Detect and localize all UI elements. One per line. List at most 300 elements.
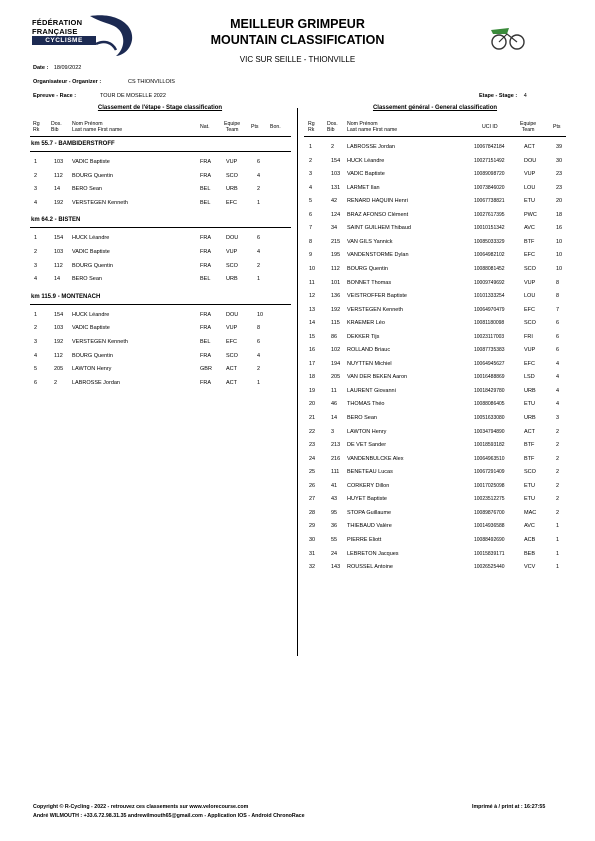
- cell-bib: 112: [54, 352, 63, 359]
- cell-points: 4: [257, 249, 261, 255]
- cell-uci-id: 10026525440: [474, 564, 505, 571]
- cell-bib: 46: [331, 401, 338, 408]
- cell-points: 1: [556, 536, 560, 543]
- cell-bib: 86: [331, 333, 338, 340]
- table-row: [0, 522, 595, 530]
- cell-rider-name: VAN DER BEKEN Aaron: [347, 374, 408, 381]
- stage-header-bib: Dos. Bib: [51, 121, 62, 134]
- table-row: [0, 184, 595, 192]
- subtitle: VIC SUR SEILLE - THIONVILLE: [239, 55, 356, 64]
- cell-points: 39: [556, 144, 563, 150]
- cell-bib: 14: [54, 186, 61, 193]
- cell-rider-name: HUCK Léandre: [72, 311, 110, 318]
- cell-points: 6: [257, 339, 261, 345]
- cell-points: 1: [257, 199, 261, 206]
- cell-nationality: FRA: [200, 172, 211, 179]
- cell-points: 4: [556, 387, 560, 394]
- cell-points: 1: [556, 523, 560, 530]
- cell-uci-id: 10034794890: [474, 428, 505, 435]
- cell-team: VUP: [226, 159, 238, 165]
- cell-team: ETU: [524, 496, 535, 503]
- stage-header-pts: Pts: [251, 124, 259, 130]
- cell-rider-name: BERO Sean: [72, 276, 102, 283]
- cell-rank: 31: [309, 550, 316, 557]
- cell-team: LOU: [524, 293, 536, 300]
- cell-rider-name: LAWTON Henry: [347, 428, 387, 435]
- km-rule: [30, 151, 291, 152]
- cell-bib: 55: [331, 536, 338, 543]
- cell-nationality: FRA: [200, 379, 211, 386]
- table-row: [0, 251, 595, 259]
- km-marker: km 115.9 - MONTENACH: [31, 293, 101, 300]
- cell-nationality: BEL: [200, 339, 211, 345]
- cell-rank: 2: [34, 172, 38, 179]
- cell-points: 6: [556, 347, 560, 354]
- cell-bib: 213: [331, 442, 341, 449]
- cell-points: 6: [556, 320, 560, 327]
- footer-copyright: Copyright © R-Cycling - 2022 - retrouvez ces classements sur www.velorecourse.com: [33, 804, 249, 810]
- km-marker: km 64.2 - BISTEN: [31, 217, 81, 224]
- cell-rank: 22: [309, 428, 316, 435]
- cell-nationality: FRA: [200, 262, 211, 269]
- cell-uci-id: 10087735383: [474, 347, 505, 354]
- cell-bib: 154: [331, 157, 341, 164]
- cell-bib: 195: [331, 252, 341, 259]
- cell-rank: 30: [309, 536, 316, 543]
- table-row: [0, 482, 595, 490]
- cell-points: 6: [556, 333, 560, 340]
- cell-rider-name: VERSTEGEN Kenneth: [347, 306, 403, 313]
- cell-points: 1: [556, 564, 560, 571]
- ffc-logo: [32, 14, 132, 60]
- cell-points: 1: [257, 276, 261, 283]
- cell-nationality: FRA: [200, 325, 211, 332]
- date-line: [33, 65, 81, 71]
- cell-rider-name: BERO Sean: [347, 415, 377, 421]
- cell-points: 8: [257, 325, 261, 332]
- table-row: [0, 238, 595, 246]
- cell-nationality: FRA: [200, 352, 211, 359]
- cell-bib: 112: [54, 262, 63, 269]
- cell-rider-name: THIEBAUD Valère: [347, 523, 392, 530]
- cell-points: 23: [556, 171, 563, 178]
- table-row: [0, 509, 595, 517]
- cell-uci-id: 10016488869: [474, 374, 505, 381]
- cell-team: BTF: [524, 238, 535, 245]
- cell-bib: 103: [54, 249, 64, 255]
- cell-team: SCO: [524, 265, 536, 272]
- cell-uci-id: 10088086405: [474, 401, 505, 408]
- stage-header-nat: Nat.: [200, 124, 210, 130]
- cell-team: VCV: [524, 564, 536, 571]
- stage-value: 4: [523, 93, 527, 99]
- logo-band: CYCLISME: [32, 36, 96, 45]
- organizer-label: Organisateur - Organizer :: [33, 79, 102, 85]
- cell-uci-id: 10067842184: [474, 144, 505, 150]
- logo-line-2: FRANÇAISE: [32, 27, 78, 36]
- cell-nationality: FRA: [200, 249, 211, 255]
- title-line-1: MEILLEUR GRIMPEUR: [230, 17, 365, 31]
- cell-rider-name: VEISTROFFER Baptiste: [347, 293, 407, 300]
- cell-bib: 11: [331, 387, 337, 394]
- table-row: [0, 360, 595, 368]
- cell-points: 2: [257, 262, 261, 269]
- cell-team: URB: [226, 186, 238, 193]
- cell-team: BTF: [524, 442, 535, 449]
- table-row: [0, 550, 595, 558]
- cell-uci-id: 10010151342: [474, 225, 505, 232]
- cell-rank: 12: [309, 293, 316, 300]
- cell-rank: 14: [309, 320, 316, 327]
- cell-rider-name: HUCK Léandre: [72, 235, 110, 242]
- cell-rank: 3: [34, 339, 38, 345]
- cell-points: 23: [556, 184, 563, 191]
- table-row: [0, 279, 595, 287]
- cell-team: EFC: [226, 199, 237, 206]
- cell-team: EFC: [226, 339, 237, 345]
- table-row: [0, 292, 595, 300]
- cell-team: ACT: [524, 428, 535, 435]
- cell-nationality: BEL: [200, 186, 211, 193]
- cell-points: 2: [556, 455, 560, 462]
- general-header-rule: [304, 136, 566, 137]
- cell-rider-name: BOURG Quentin: [72, 352, 113, 359]
- cell-bib: 216: [331, 455, 341, 462]
- rcycling-logo-icon: [487, 26, 527, 52]
- cell-points: 20: [556, 198, 563, 205]
- stage-label: Etape - Stage :: [479, 93, 518, 99]
- cell-bib: 101: [331, 279, 341, 286]
- cell-rank: 20: [309, 401, 316, 408]
- cell-rank: 3: [34, 186, 38, 193]
- cell-rank: 6: [309, 211, 313, 218]
- cell-team: DOU: [226, 235, 239, 242]
- cell-rider-name: VANDENBULCKE Alex: [347, 455, 404, 462]
- cell-rank: 15: [309, 333, 316, 340]
- table-row: [0, 563, 595, 571]
- cell-team: VUP: [524, 347, 536, 354]
- cell-points: 16: [556, 225, 563, 232]
- cell-bib: 154: [54, 235, 64, 242]
- cell-points: 8: [556, 279, 560, 286]
- cell-team: AVC: [524, 523, 535, 530]
- cell-uci-id: 10017025098: [474, 482, 505, 489]
- cell-bib: 36: [331, 523, 338, 530]
- general-header-team: Equipe Team: [520, 121, 537, 134]
- cell-nationality: FRA: [200, 235, 211, 242]
- cell-bib: 95: [331, 509, 338, 516]
- km-marker: km 55.7 - BAMBIDERSTROFF: [31, 141, 115, 147]
- cell-bib: 131: [331, 184, 341, 191]
- cell-points: 10: [556, 238, 563, 245]
- general-header-rg: Rg Rk: [308, 121, 315, 134]
- cell-rank: 2: [34, 249, 38, 255]
- cell-rank: 3: [309, 171, 313, 178]
- cell-bib: 41: [331, 482, 338, 489]
- cell-nationality: GBR: [200, 366, 212, 373]
- cell-rank: 26: [309, 482, 316, 489]
- cell-bib: 24: [331, 550, 338, 557]
- cell-rank: 11: [309, 279, 315, 286]
- general-header-pts: Pts: [553, 124, 561, 130]
- table-row: [0, 170, 595, 178]
- cell-bib: 34: [331, 225, 338, 232]
- cell-rank: 4: [34, 199, 38, 206]
- organizer-value: CS THIONVILLOIS: [128, 79, 175, 85]
- table-row: [0, 265, 595, 273]
- cell-rank: 1: [309, 144, 313, 150]
- cell-uci-id: 10027151492: [474, 157, 505, 164]
- cell-team: SCO: [226, 352, 238, 359]
- cell-uci-id: 10064982102: [474, 252, 505, 259]
- cell-rider-name: BOURG Quentin: [72, 172, 113, 179]
- stage-header-bon: Bon.: [270, 124, 281, 130]
- cell-rank: 18: [309, 374, 316, 381]
- cell-points: 2: [556, 496, 560, 503]
- cell-points: 1: [556, 550, 560, 557]
- cell-bib: 124: [331, 211, 341, 218]
- title-line-2: MOUNTAIN CLASSIFICATION: [210, 33, 385, 47]
- table-row: [0, 468, 595, 476]
- cell-rank: 17: [309, 360, 316, 367]
- cell-rider-name: HUYET Baptiste: [347, 496, 387, 503]
- ffc-swoosh-icon: [86, 14, 136, 58]
- cell-points: 4: [556, 401, 560, 408]
- cell-uci-id: 10064970479: [474, 306, 505, 313]
- cell-uci-id: 10067738821: [474, 198, 505, 205]
- cell-uci-id: 10088492690: [474, 536, 505, 543]
- cell-uci-id: 10014936588: [474, 523, 505, 530]
- cell-points: 1: [257, 379, 261, 386]
- cell-bib: 112: [54, 172, 63, 179]
- cell-bib: 194: [331, 360, 341, 367]
- cell-uci-id: 10064963510: [474, 455, 505, 462]
- cell-team: URB: [226, 276, 238, 283]
- cell-rank: 13: [309, 306, 316, 313]
- cell-uci-id: 10009749692: [474, 279, 505, 286]
- cell-bib: 154: [54, 311, 64, 318]
- cell-rider-name: BONNET Thomas: [347, 279, 392, 286]
- cell-bib: 3: [331, 428, 335, 435]
- cell-rank: 21: [309, 415, 316, 421]
- table-row: [0, 428, 595, 436]
- cell-team: SCO: [226, 172, 238, 179]
- stage-header-name: Nom Prénom Last name First name: [72, 121, 123, 134]
- cell-nationality: FRA: [200, 159, 211, 165]
- cell-rank: 8: [309, 238, 313, 245]
- cell-nationality: BEL: [200, 199, 211, 206]
- cell-rider-name: ROLLAND Briauc: [347, 347, 391, 354]
- table-row: [0, 373, 595, 381]
- cell-rank: 32: [309, 564, 316, 571]
- cell-bib: 2: [54, 379, 58, 386]
- stage-line: [479, 93, 527, 99]
- cell-uci-id: 10015839171: [474, 550, 505, 557]
- cell-points: 10: [556, 265, 563, 272]
- table-row: [0, 414, 595, 422]
- cell-points: 6: [257, 235, 261, 242]
- cell-rider-name: NUYTTEN Michiel: [347, 360, 392, 367]
- cell-team: EFC: [524, 252, 535, 259]
- cell-nationality: BEL: [200, 276, 211, 283]
- table-row: [0, 224, 595, 232]
- cell-team: ACT: [226, 379, 237, 386]
- cell-uci-id: 10081180098: [474, 320, 505, 327]
- cell-uci-id: 10051633080: [474, 415, 505, 421]
- general-header-uci: UCI ID: [482, 124, 498, 130]
- cell-uci-id: 10023512275: [474, 496, 505, 503]
- cell-points: 6: [257, 159, 261, 165]
- cell-rider-name: LARMET Ilan: [347, 184, 380, 191]
- cell-bib: 14: [331, 415, 338, 421]
- cell-rider-name: VERSTEGEN Kenneth: [72, 199, 128, 206]
- cell-points: 10: [556, 252, 563, 259]
- cell-team: BEB: [524, 550, 536, 557]
- stage-section-title: Classement de l'étape - Stage classification: [97, 105, 223, 111]
- table-row: [0, 211, 595, 219]
- cell-team: URB: [524, 415, 536, 421]
- cell-uci-id: 10101333254: [474, 293, 505, 300]
- cell-bib: 205: [54, 366, 64, 373]
- cell-team: EFC: [524, 306, 535, 313]
- cell-uci-id: 10023117003: [474, 333, 505, 340]
- cell-points: 4: [556, 360, 560, 367]
- cell-rank: 4: [309, 184, 313, 191]
- cell-uci-id: 10073846020: [474, 184, 505, 191]
- cell-points: 2: [556, 509, 560, 516]
- cell-team: ETU: [524, 482, 535, 489]
- cell-points: 8: [556, 293, 560, 300]
- cell-rider-name: BENETEAU Lucas: [347, 469, 393, 476]
- cell-rider-name: RENARD HAQUIN Henri: [347, 198, 408, 205]
- table-row: [0, 157, 595, 165]
- cell-team: URB: [524, 387, 536, 394]
- cell-rank: 25: [309, 469, 316, 476]
- cell-team: ETU: [524, 198, 535, 205]
- cell-rank: 5: [309, 198, 313, 205]
- cell-bib: 103: [54, 159, 64, 165]
- table-row: [0, 441, 595, 449]
- cell-team: LSD: [524, 374, 535, 381]
- cell-rider-name: DEKKER Tijs: [347, 333, 380, 340]
- race-value: TOUR DE MOSELLE 2022: [100, 93, 166, 99]
- cell-rank: 29: [309, 523, 316, 530]
- cell-bib: 192: [54, 339, 64, 345]
- cell-rider-name: BOURG Quentin: [347, 265, 388, 272]
- cell-rank: 4: [34, 276, 38, 283]
- cell-team: AVC: [524, 225, 535, 232]
- cell-team: DOU: [226, 311, 239, 318]
- cell-rider-name: VAN GILS Yannick: [347, 238, 393, 245]
- cell-points: 4: [257, 352, 261, 359]
- cell-team: ETU: [524, 401, 535, 408]
- table-row: [0, 400, 595, 408]
- cell-uci-id: 10089876700: [474, 509, 505, 516]
- cell-points: 2: [556, 469, 560, 476]
- cell-bib: 111: [331, 469, 340, 476]
- table-row: [0, 143, 595, 151]
- cell-bib: 192: [54, 199, 64, 206]
- footer-contact: André WILMOUTH : +33.6.72.98.31.35 andrewilmouth65@gmail.com - Application IOS - Android ChronoRace: [33, 813, 305, 819]
- cell-bib: 2: [331, 144, 335, 150]
- date-label: Date :: [33, 65, 49, 71]
- table-row: [0, 536, 595, 544]
- table-row: [0, 387, 595, 395]
- cell-points: 7: [556, 306, 560, 313]
- race-label: Epreuve - Race :: [33, 93, 77, 99]
- cell-rider-name: VADIC Baptiste: [72, 159, 110, 165]
- cell-team: MAC: [524, 509, 537, 516]
- cell-bib: 112: [331, 265, 340, 272]
- cell-team: FRI: [524, 333, 533, 340]
- cell-rider-name: BRAZ AFONSO Clément: [347, 211, 409, 218]
- cell-team: BTF: [524, 455, 535, 462]
- cell-rank: 1: [34, 159, 38, 165]
- cell-bib: 102: [331, 347, 341, 354]
- cell-rank: 24: [309, 455, 316, 462]
- cell-rider-name: BOURG Quentin: [72, 262, 113, 269]
- cell-bib: 192: [331, 306, 341, 313]
- footer-printed: Imprimé à / print at : 16:27:55: [472, 804, 546, 810]
- cell-team: VUP: [226, 249, 238, 255]
- cell-rider-name: LABROSSE Jordan: [72, 379, 120, 386]
- cell-bib: 143: [331, 564, 341, 571]
- cell-rider-name: VADIC Baptiste: [72, 325, 110, 332]
- stage-header-rg: Rg Rk: [33, 121, 40, 134]
- cell-rank: 6: [34, 379, 38, 386]
- cell-points: 2: [257, 366, 261, 373]
- cell-team: VUP: [524, 171, 536, 178]
- date-value: 18/09/2022: [53, 65, 82, 71]
- cell-rank: 9: [309, 252, 313, 259]
- cell-rider-name: KRAEMER Léo: [347, 320, 385, 327]
- cell-rank: 2: [34, 325, 38, 332]
- logo-line-1: FÉDÉRATION: [32, 18, 83, 27]
- table-row: [0, 306, 595, 314]
- cell-rider-name: LABROSSE Jordan: [347, 144, 395, 150]
- cell-team: SCO: [524, 320, 536, 327]
- cell-rank: 5: [34, 366, 38, 373]
- cell-rider-name: VERSTEGEN Kenneth: [72, 339, 128, 345]
- general-header-bib: Dos. Bib: [327, 121, 338, 134]
- table-row: [0, 455, 595, 463]
- cell-points: 2: [556, 442, 560, 449]
- cell-team: DOU: [524, 157, 537, 164]
- table-row: [0, 319, 595, 327]
- cell-rider-name: VADIC Baptiste: [72, 249, 110, 255]
- cell-points: 30: [556, 157, 563, 164]
- cell-rider-name: THOMAS Théo: [347, 401, 385, 408]
- cell-uci-id: 10027617395: [474, 211, 505, 218]
- stage-header-rule: [30, 136, 291, 137]
- cell-rank: 2: [309, 157, 313, 164]
- cell-team: LOU: [524, 184, 536, 191]
- cell-rank: 16: [309, 347, 316, 354]
- table-row: [0, 495, 595, 503]
- cell-bib: 14: [54, 276, 61, 283]
- cell-points: 4: [556, 374, 560, 381]
- cell-points: 2: [257, 186, 261, 193]
- cell-points: 4: [257, 172, 261, 179]
- cell-uci-id: 10085033329: [474, 238, 505, 245]
- cell-uci-id: 10089098720: [474, 171, 505, 178]
- cell-bib: 43: [331, 496, 338, 503]
- general-section-title: Classement général - General classification: [372, 105, 498, 111]
- cell-bib: 42: [331, 198, 338, 205]
- cell-rider-name: DE VET Sander: [347, 442, 387, 449]
- cell-points: 10: [257, 311, 264, 318]
- cell-points: 3: [556, 415, 560, 421]
